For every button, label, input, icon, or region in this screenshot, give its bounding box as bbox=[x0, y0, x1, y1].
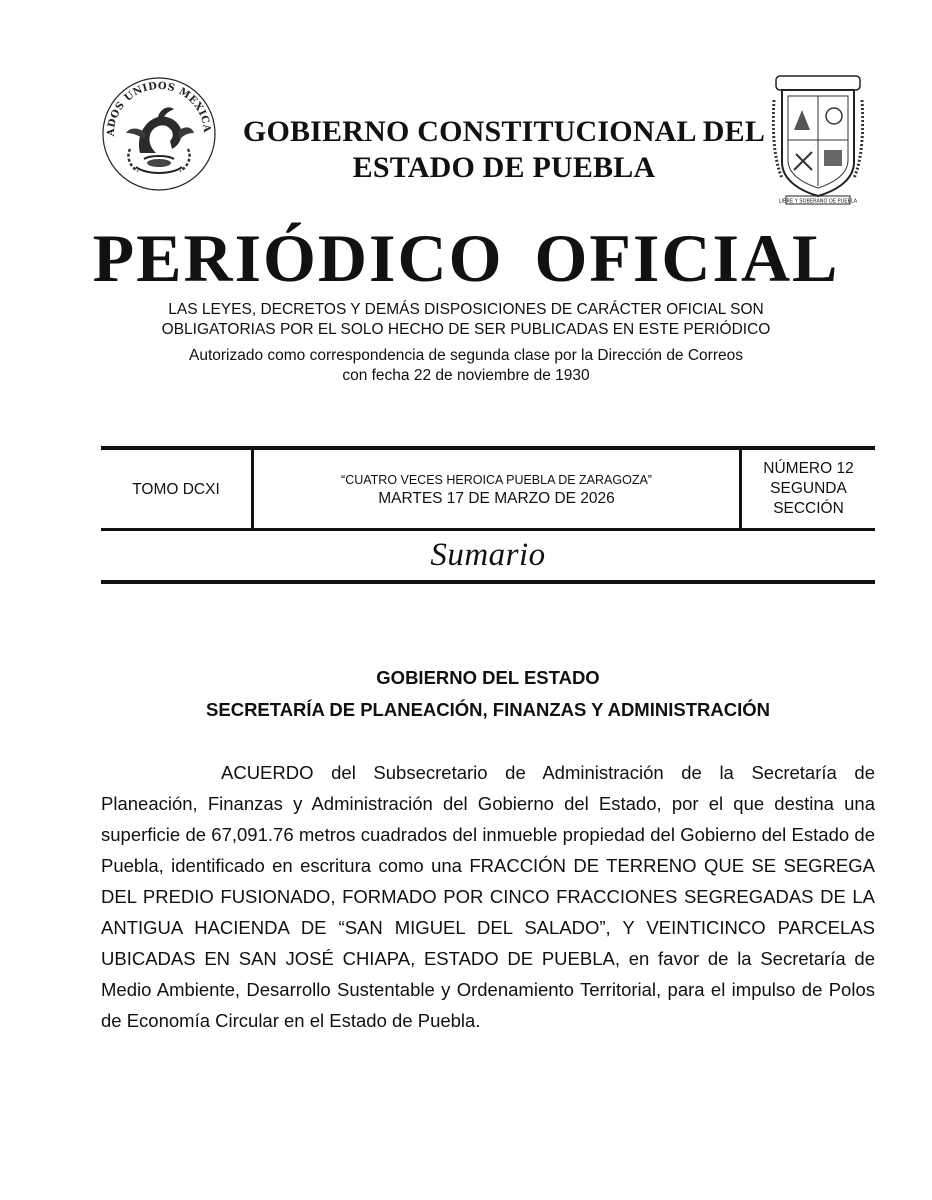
government-title bbox=[230, 114, 778, 186]
issue-number-line3: SECCIÓN bbox=[773, 500, 844, 517]
section-heading-secretariat: SECRETARÍA DE PLANEACIÓN, FINANZAS Y ADMINISTRACIÓN bbox=[206, 699, 770, 720]
issue-number-line1: NÚMERO 12 bbox=[763, 460, 854, 477]
postal-authorization-line2: con fecha 22 de noviembre de 1930 bbox=[342, 367, 590, 384]
postal-authorization bbox=[80, 346, 852, 386]
sumario-rule bbox=[101, 580, 875, 584]
government-title-line2: ESTADO DE PUEBLA bbox=[352, 151, 656, 184]
seal-right-lettering: LIBRE Y SOBERANO DE PUEBLA bbox=[778, 198, 858, 205]
city-motto: “CUATRO VECES HEROICA PUEBLA DE ZARAGOZA” bbox=[341, 473, 652, 487]
svg-text:ESTADOS UNIDOS MEXICANOS bbox=[100, 75, 212, 137]
table-bottom-rule bbox=[101, 528, 875, 531]
table-top-rule bbox=[101, 446, 875, 450]
agreement-paragraph: ACUERDO del Subsecretario de Administración de la Secretaría de Planeación, Finanzas y Administración del Gobierno del Estado, por el que destina una superficie de 67,091.76 metros cuadrados del inmueble propiedad del Gobierno del Estado de Puebla, identificado en escritura como una FRACCIÓN DE TERRENO QUE SE SEGREGA DEL PREDIO FUSIONADO, FORMADO POR CINCO FRACCIONES SEGREGADAS DE LA ANTIGUA HACIENDA DE “SAN MIGUEL DEL SALADO”, Y VEINTICINCO PARCELAS UBICADAS EN SAN JOSÉ CHIAPA, ESTADO DE PUEBLA, en favor de la Secretaría de Medio Ambiente, Desarrollo Sustentable y Ordenamiento Territorial, para el impulso de Polos de Economía Circular en el Estado de Puebla. bbox=[101, 762, 875, 1031]
eagle-seal-icon bbox=[100, 75, 218, 193]
postal-authorization-line1: Autorizado como correspondencia de segunda clase por la Dirección de Correos bbox=[188, 347, 743, 364]
issue-date: MARTES 17 DE MARZO DE 2026 bbox=[378, 490, 615, 507]
state-shield-icon bbox=[772, 70, 864, 206]
legal-notice-line1: LAS LEYES, DECRETOS Y DEMÁS DISPOSICIONES DE CARÁCTER OFICIAL SON bbox=[168, 301, 764, 318]
legal-notice-line2: OBLIGATORIAS POR EL SOLO HECHO DE SER PUBLICADAS EN ESTE PERIÓDICO bbox=[161, 321, 771, 338]
legal-notice bbox=[80, 300, 852, 340]
masthead-title: PERIÓDICO OFICIAL bbox=[92, 220, 840, 296]
issue-number bbox=[742, 459, 875, 519]
seal-left-lettering: ADOS UNIDOS MEXICA bbox=[105, 80, 213, 137]
sumario-heading: Sumario bbox=[430, 537, 546, 573]
national-coat-of-arms-seal bbox=[100, 75, 218, 193]
government-title-line1: GOBIERNO CONSTITUCIONAL DEL bbox=[242, 115, 766, 148]
tomo-label: TOMO DCXI bbox=[132, 481, 220, 498]
state-coat-of-arms-seal bbox=[772, 70, 864, 206]
section-heading-government: GOBIERNO DEL ESTADO bbox=[376, 667, 600, 688]
issue-number-line2: SEGUNDA bbox=[770, 480, 847, 497]
